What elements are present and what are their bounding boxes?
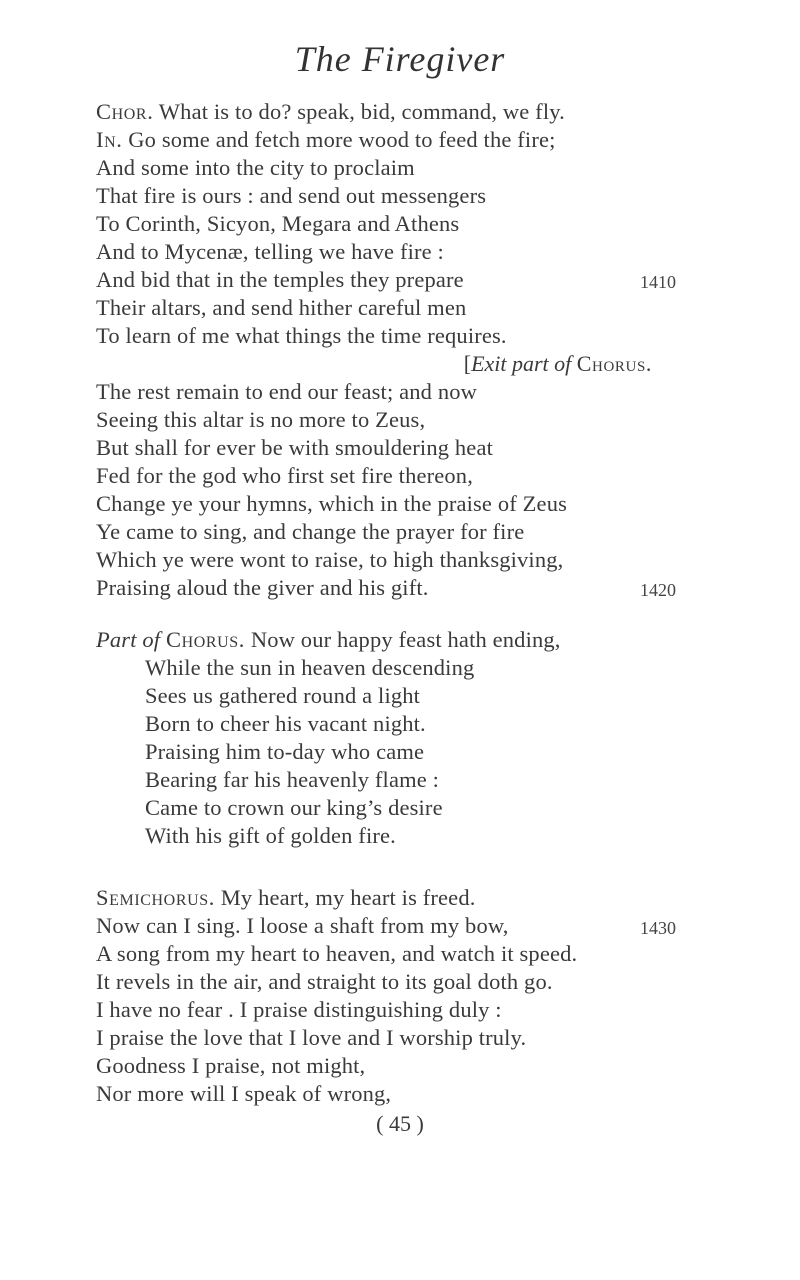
speaker-name: In.	[96, 127, 123, 152]
speaker-name: Chor.	[96, 99, 154, 124]
stage-direction-text: Exit part of	[471, 351, 572, 376]
stage-direction-name: Chorus.	[576, 351, 652, 376]
verse-line	[96, 626, 561, 654]
verse-line: To Corinth, Sicyon, Megara and Athens	[96, 211, 460, 236]
line-number: 1410	[640, 272, 676, 292]
running-head: The Firegiver	[294, 39, 506, 79]
verse-line: While the sun in heaven descending	[145, 655, 475, 680]
verse-line: A song from my heart to heaven, and watch it speed.	[96, 941, 578, 966]
verse-line: I praise the love that I love and I worship truly.	[96, 1025, 527, 1050]
verse-line: Praising him to-day who came	[145, 739, 425, 764]
verse-line: Born to cheer his vacant night.	[145, 711, 426, 736]
verse-line: Came to crown our king’s desire	[145, 795, 443, 820]
verse-line: That fire is ours : and send out messengers	[96, 183, 487, 208]
verse-line: With his gift of golden fire.	[145, 823, 396, 848]
verse-line: I have no fear . I praise distinguishing duly :	[96, 997, 502, 1022]
verse-line: It revels in the air, and straight to its goal doth go.	[96, 969, 553, 994]
verse-text: My heart, my heart is freed.	[220, 885, 476, 910]
verse-line: To learn of me what things the time requires.	[96, 323, 507, 348]
verse-line: Which ye were wont to raise, to high thanksgiving,	[96, 547, 564, 572]
verse-line: Their altars, and send hither careful men	[96, 295, 467, 320]
verse-line: But shall for ever be with smouldering heat	[96, 435, 493, 460]
verse-line: Nor more will I speak of wrong,	[96, 1081, 392, 1106]
line-number: 1420	[640, 580, 676, 600]
verse-line: Change ye your hymns, which in the praise of Zeus	[96, 491, 567, 516]
verse-line: Praising aloud the giver and his gift.	[96, 575, 429, 600]
speaker-qualifier: Part of	[96, 627, 161, 652]
page-number: ( 45 )	[376, 1111, 424, 1136]
verse-text: Go some and fetch more wood to feed the fire;	[128, 127, 556, 152]
verse-line	[96, 98, 565, 126]
verse-line: Seeing this altar is no more to Zeus,	[96, 407, 426, 432]
verse-line: Bearing far his heavenly flame :	[145, 767, 440, 792]
stage-direction-bracket: [	[463, 351, 472, 376]
verse-line: Now can I sing. I loose a shaft from my bow,	[96, 913, 509, 938]
verse-line: Sees us gathered round a light	[145, 683, 421, 708]
verse-line: And to Mycenæ, telling we have fire :	[96, 239, 444, 264]
verse-line: The rest remain to end our feast; and now	[96, 379, 478, 404]
verse-line: Ye came to sing, and change the prayer for fire	[96, 519, 525, 544]
verse-text: What is to do? speak, bid, command, we fly.	[158, 99, 565, 124]
verse-line	[96, 884, 476, 912]
line-number: 1430	[640, 918, 676, 938]
verse-line: And bid that in the temples they prepare	[96, 267, 464, 292]
speaker-name: Chorus.	[165, 627, 246, 652]
verse-line: And some into the city to proclaim	[96, 155, 415, 180]
stage-direction	[464, 350, 652, 378]
speaker-name: Semichorus.	[96, 885, 215, 910]
verse-line: Goodness I praise, not might,	[96, 1053, 366, 1078]
verse-text: Now our happy feast hath ending,	[250, 627, 561, 652]
verse-line	[96, 126, 556, 154]
verse-line: Fed for the god who first set fire thereon,	[96, 463, 473, 488]
